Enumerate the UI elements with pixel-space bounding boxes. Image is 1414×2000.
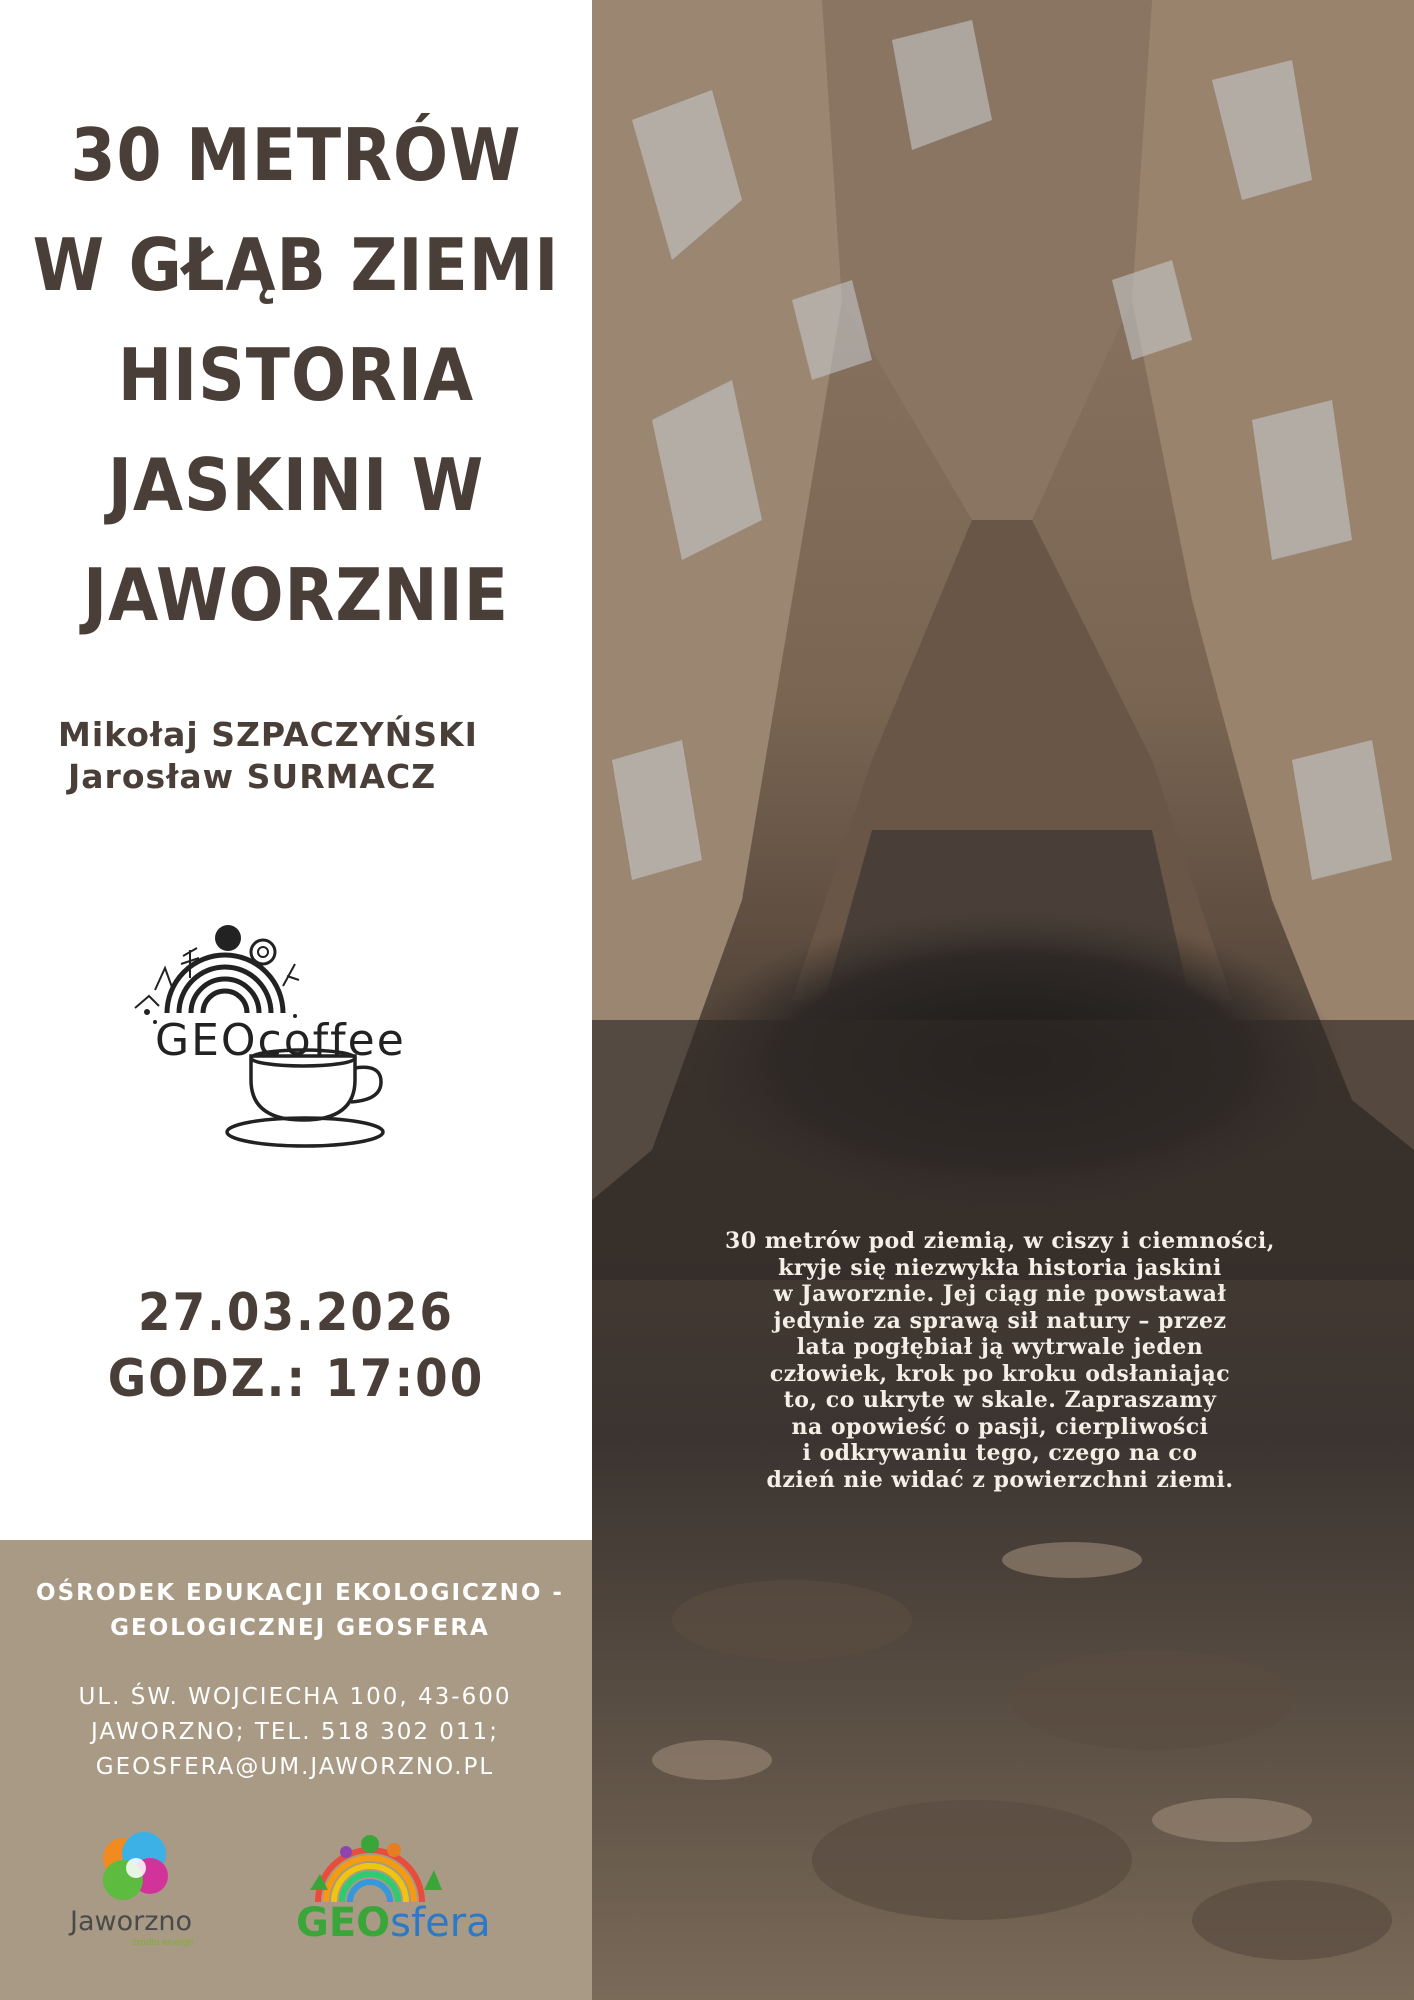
description-line: na opowieść o pasji, cierpliwości bbox=[791, 1413, 1209, 1440]
description-line: kryje się niezwykła historia jaskini bbox=[778, 1254, 1222, 1281]
event-date: 27.03.2026 bbox=[138, 1283, 454, 1343]
geosfera-rainbow-icon bbox=[278, 1830, 508, 1910]
jaworzno-logo bbox=[68, 1828, 218, 1948]
description-line: to, co ukryte w skale. Zapraszamy bbox=[783, 1387, 1217, 1413]
geosfera-logo-text bbox=[296, 1900, 491, 1946]
geosfera-logo bbox=[278, 1830, 508, 1948]
jaworzno-logo-tagline: źródło energii bbox=[132, 1938, 194, 1948]
author-name: Jarosław SURMACZ bbox=[68, 757, 437, 796]
description-line: jedynie za sprawą sił natury – przez bbox=[773, 1307, 1227, 1334]
description-line: 30 metrów pod ziemią, w ciszy i ciemności, bbox=[725, 1228, 1275, 1254]
description-line: w Jaworznie. Jej ciąg nie powstawał bbox=[773, 1281, 1227, 1307]
organizer-address: UL. ŚW. WOJCIECHA 100, 43-600 JAWORZNO; TEL. 518 302 011; GEOSFERA@UM.JAWORZNO.PL bbox=[78, 1684, 512, 1780]
title-line: 30 METRÓW bbox=[70, 113, 522, 197]
description-line: dzień nie widać z powierzchni ziemi. bbox=[766, 1466, 1234, 1493]
geocoffee-logo bbox=[125, 920, 480, 1165]
event-datetime bbox=[0, 1280, 592, 1412]
geosfera-logo-part1: GEO bbox=[296, 1900, 391, 1946]
description-line: człowiek, krok po kroku odsłaniając bbox=[769, 1360, 1231, 1387]
description-line: lata pogłębiał ją wytrwale jeden bbox=[796, 1334, 1204, 1360]
title-line: HISTORIA bbox=[117, 333, 475, 417]
jaworzno-logo-text: Jaworzno bbox=[70, 1906, 193, 1937]
jaworzno-emblem-icon bbox=[68, 1828, 218, 1908]
cave-photo bbox=[592, 0, 1414, 2000]
left-panel bbox=[0, 0, 592, 1540]
author-name: Mikołaj SZPACZYŃSKI bbox=[58, 715, 478, 754]
organizer-name: OŚRODEK EDUKACJI EKOLOGICZNO - GEOLOGICZNEJ GEOSFERA bbox=[36, 1580, 564, 1641]
title-line: JASKINI W bbox=[107, 443, 485, 527]
title-line: JAWORZNIE bbox=[83, 553, 509, 637]
title-line: W GŁĄB ZIEMI bbox=[32, 223, 560, 307]
event-description bbox=[640, 1228, 1360, 1493]
geosfera-logo-part2: sfera bbox=[390, 1900, 491, 1946]
authors bbox=[58, 714, 578, 798]
poster-title bbox=[0, 100, 592, 650]
geocoffee-text: GEOcoffee bbox=[155, 1015, 406, 1066]
description-line: i odkrywaniu tego, czego na co bbox=[802, 1440, 1198, 1466]
event-time: GODZ.: 17:00 bbox=[107, 1349, 485, 1409]
cave-rock-image bbox=[592, 0, 1414, 2000]
